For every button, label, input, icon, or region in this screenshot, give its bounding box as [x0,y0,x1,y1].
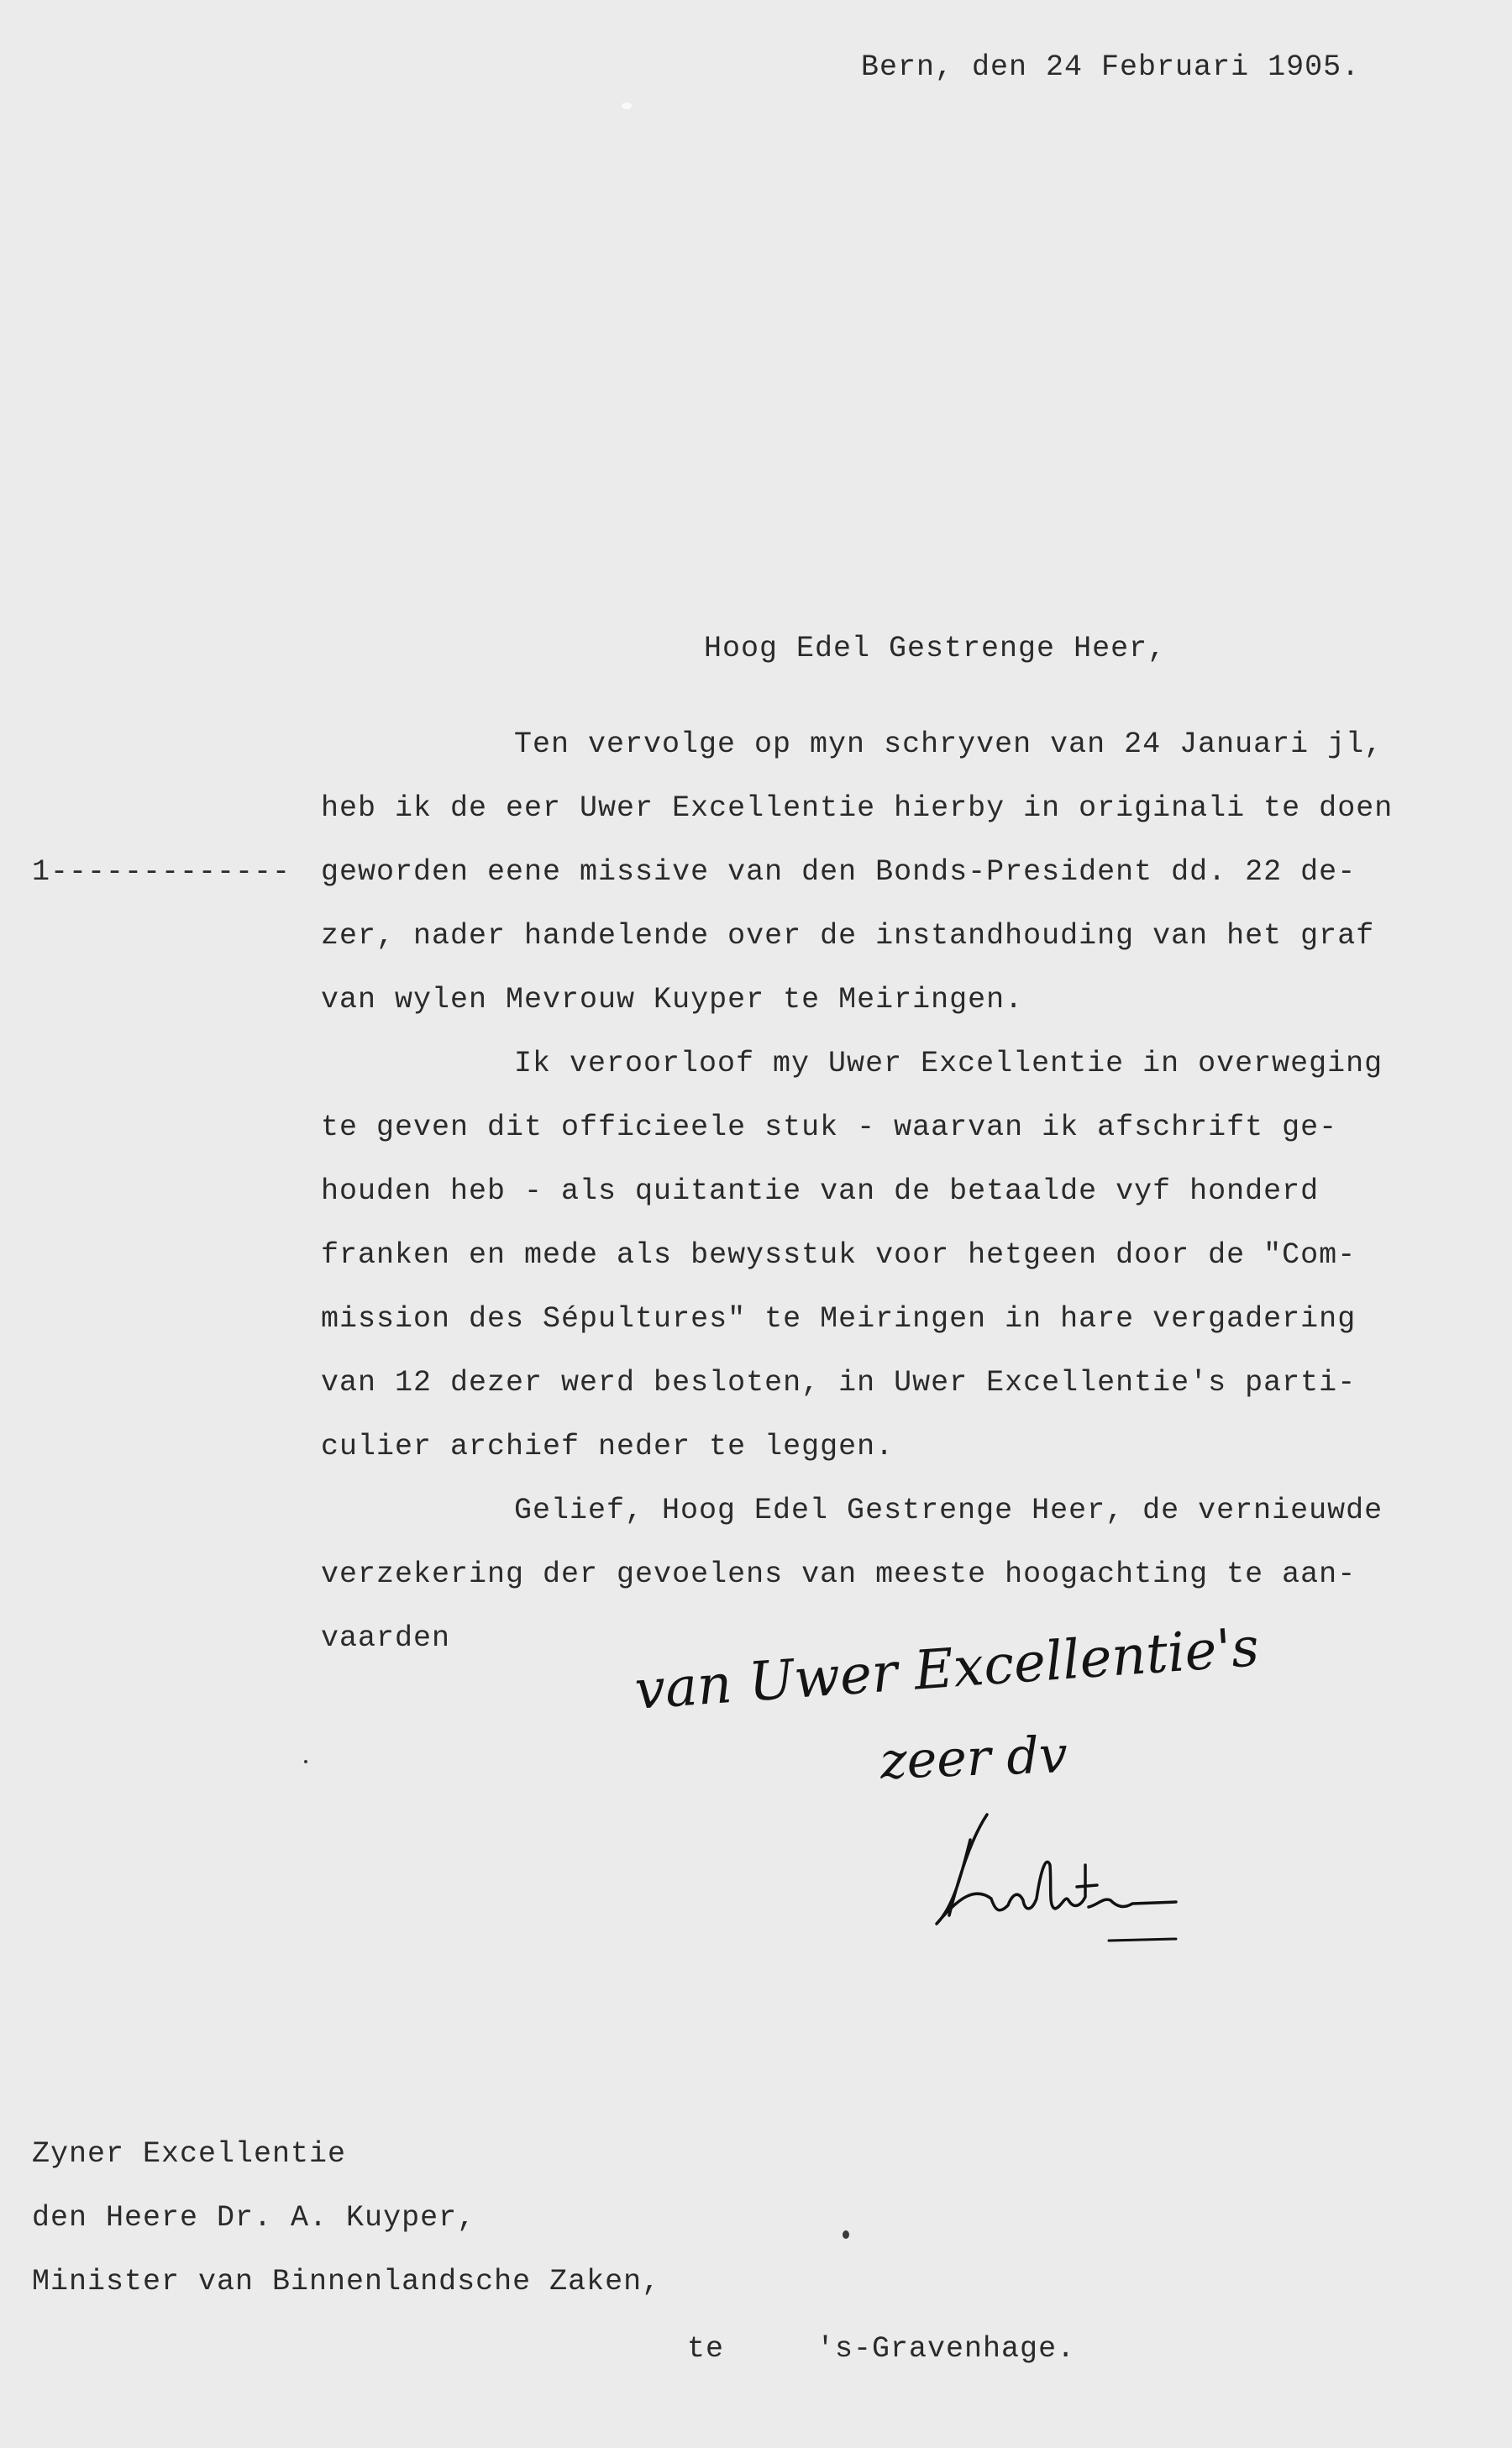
paragraph-1-line: geworden eene missive van den Bonds-President dd. 22 de- [321,855,1357,889]
paragraph-1-line: Ten vervolge op myn schryven van 24 Januari jl, [514,728,1383,761]
paper-speck [304,1760,307,1763]
address-line: Minister van Binnenlandsche Zaken, [32,2265,661,2298]
paragraph-3-line: Gelief, Hoog Edel Gestrenge Heer, de vernieuwde [514,1494,1383,1527]
paragraph-1-line: van wylen Mevrouw Kuyper te Meiringen. [321,983,1024,1016]
paragraph-1-line: zer, nader handelende over de instandhouding van het graf [321,919,1375,953]
address-line: te 's-Gravenhage. [687,2332,1076,2366]
margin-reference: 1------------- [32,855,291,889]
paragraph-2-line: mission des Sépultures" te Meiringen in hare vergadering [321,1302,1357,1336]
paragraph-1-line: heb ik de eer Uwer Excellentie hierby in originali te doen [321,791,1394,825]
salutation: Hoog Edel Gestrenge Heer, [704,632,1167,665]
paragraph-3-line: verzekering der gevoelens van meeste hoogachting te aan- [321,1558,1357,1591]
paragraph-2-line: Ik veroorloof my Uwer Excellentie in overweging [514,1047,1383,1080]
signature [924,1806,1260,1974]
handwritten-zeer: zeer dv [879,1726,1068,1791]
handwritten-closing: van Uwer Excellentie's [633,1616,1262,1722]
paper-speck [843,2230,849,2239]
paper-speck [622,102,632,109]
paragraph-2-line: culier archief neder te leggen. [321,1430,895,1463]
address-line: den Heere Dr. A. Kuyper, [32,2201,476,2235]
letter-date: Bern, den 24 Februari 1905. [861,50,1361,84]
address-line: Zyner Excellentie [32,2137,347,2171]
paragraph-2-line: franken en mede als bewysstuk voor hetgeen door de "Com- [321,1238,1357,1272]
paragraph-3-line: vaarden [321,1621,451,1655]
paragraph-2-line: te geven dit officieele stuk - waarvan ik afschrift ge- [321,1111,1338,1144]
paragraph-2-line: van 12 dezer werd besloten, in Uwer Excellentie's parti- [321,1366,1357,1400]
paragraph-2-line: houden heb - als quitantie van de betaalde vyf honderd [321,1174,1320,1208]
